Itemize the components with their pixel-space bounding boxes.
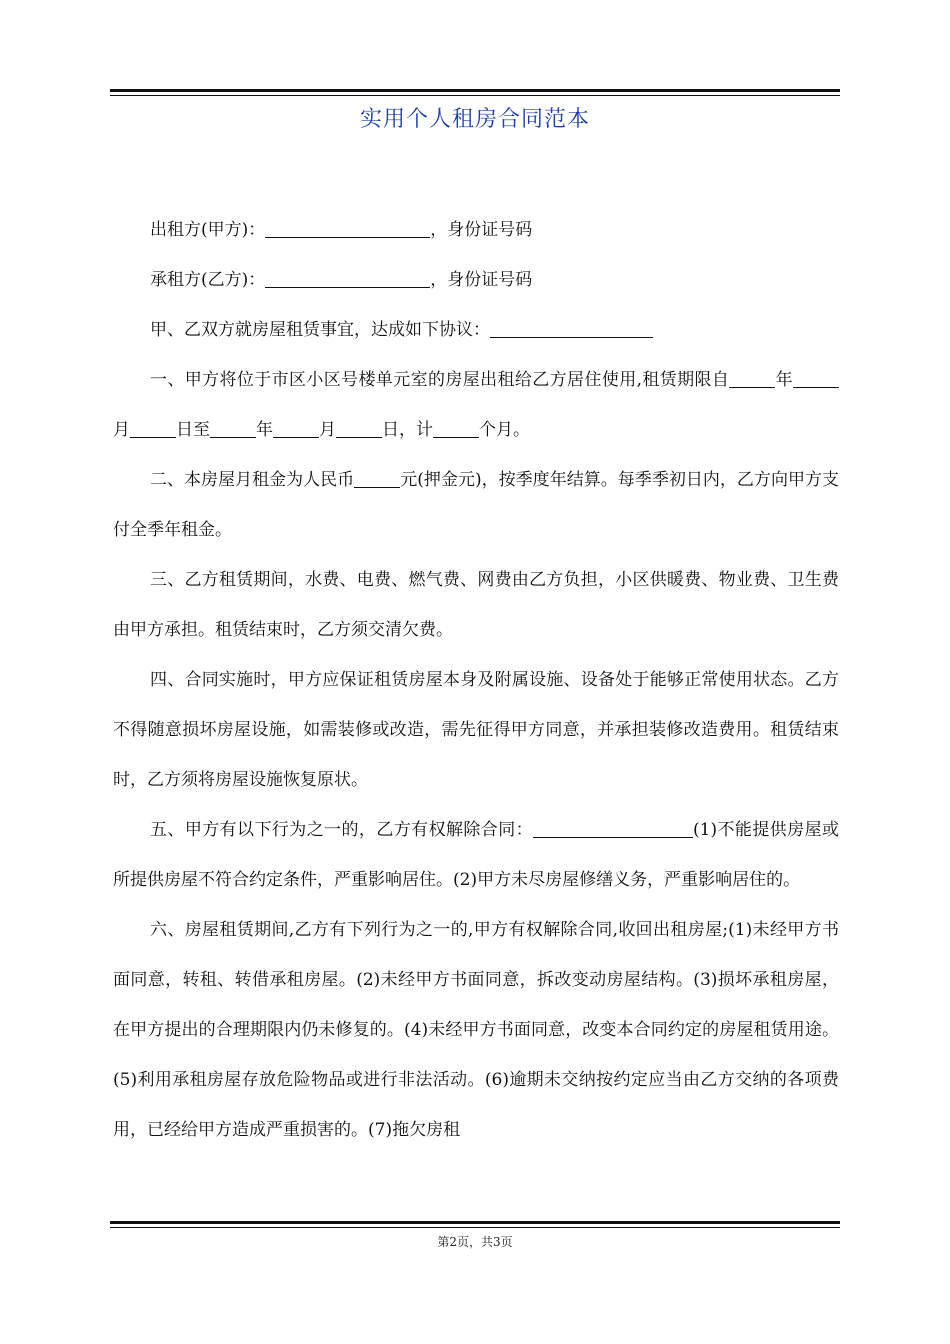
clause-1-year: 年 [775, 370, 794, 390]
clause-5 [113, 805, 839, 905]
lessor-id-label: ，身份证号码 [430, 220, 533, 240]
blank [433, 419, 479, 438]
footer-rule-thin [110, 1227, 840, 1228]
blank [729, 369, 775, 388]
blank [273, 419, 319, 438]
clause-1-day-to: 日至 [176, 420, 210, 440]
page-number: 第2页，共3页 [437, 1235, 513, 1249]
document-body [113, 205, 839, 1155]
blank [336, 419, 382, 438]
blank [793, 369, 839, 388]
blank [210, 419, 256, 438]
clause-1-day-total: 日，计 [382, 420, 433, 440]
lessee-id-label: ，身份证号码 [430, 270, 533, 290]
rent-blank [354, 469, 400, 488]
clause-2-text-2: 元(押金元)，按季度年结算。每季季初日内，乙方向甲方支付全季年租金。 [113, 470, 840, 540]
header-rule-thick [110, 89, 840, 92]
clause-5-text-2: (1)不能提供房屋或所提供房屋不符合约定条件，严重影响居住。(2)甲方未尽房屋修缮义务，严重影响居住的。 [113, 820, 839, 890]
clause-4: 四、合同实施时，甲方应保证租赁房屋本身及附属设施、设备处于能够正常使用状态。乙方不得随意损坏房屋设施，如需装修或改造，需先征得甲方同意，并承担装修改造费用。租赁结束时，乙方须将房屋设施恢复原状。 [113, 670, 839, 790]
clause-1-month-2: 月 [319, 420, 336, 440]
header-rule-thin [110, 95, 840, 96]
clause-1-year-2: 年 [256, 420, 273, 440]
agreement-line [113, 305, 839, 355]
clause-5-blank [533, 819, 693, 838]
lessor-label: 出租方(甲方)： [150, 220, 266, 240]
document-title: 实用个人租房合同范本 [359, 107, 590, 132]
blank [130, 419, 176, 438]
clause-1-months: 个月。 [479, 420, 530, 440]
clause-6: 六、房屋租赁期间,乙方有下列行为之一的,甲方有权解除合同,收回出租房屋;(1)未经甲方书面同意，转租、转借承租房屋。(2)未经甲方书面同意，拆改变动房屋结构。(3)损坏承租房屋，在甲方提出的合理期限内仍未修复的。(4)未经甲方书面同意，改变本合同约定的房屋租赁用途。(5)利用承租房屋存放危险物品或进行非法活动。(6)逾期未交纳按约定应当由乙方交纳的各项费用，已经给甲方造成严重损害的。(7)拖欠房租 [113, 920, 839, 1140]
footer-rule-thick [110, 1221, 840, 1224]
lessee-label: 承租方(乙方)： [150, 270, 266, 290]
lessee-line [113, 255, 839, 305]
agreement-text: 甲、乙双方就房屋租赁事宜，达成如下协议： [150, 320, 490, 340]
clause-1 [113, 355, 839, 455]
clause-1-text: 一、甲方将位于市区小区号楼单元室的房屋出租给乙方居住使用,租赁期限自 [150, 370, 730, 390]
agreement-blank [490, 319, 653, 338]
lessor-line [113, 205, 839, 255]
clause-2-text: 二、本房屋月租金为人民币 [150, 470, 355, 490]
clause-1-month: 月 [113, 420, 130, 440]
lessee-name-blank [265, 269, 430, 288]
clause-5-text: 五、甲方有以下行为之一的，乙方有权解除合同： [150, 820, 534, 840]
lessor-name-blank [265, 219, 430, 238]
clause-2 [113, 455, 839, 555]
clause-3: 三、乙方租赁期间，水费、电费、燃气费、网费由乙方负担，小区供暖费、物业费、卫生费由甲方承担。租赁结束时，乙方须交清欠费。 [113, 570, 839, 640]
